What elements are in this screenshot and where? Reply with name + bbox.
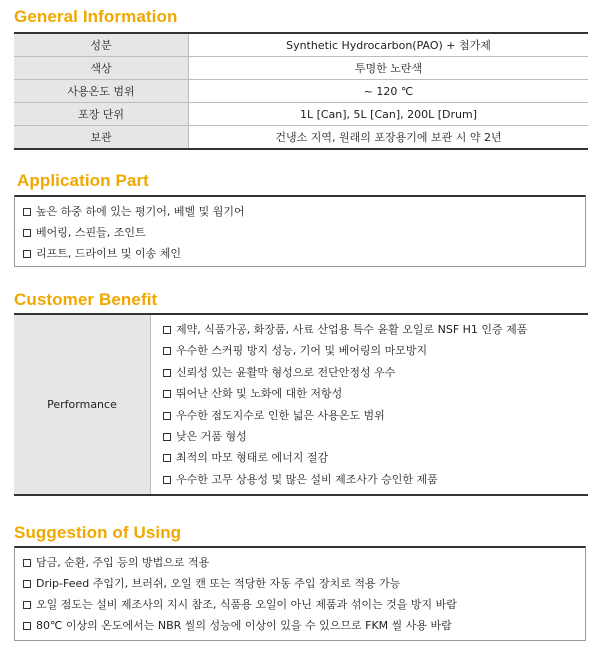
customer-benefit-table <box>14 313 588 496</box>
list-item-text: 담금, 순환, 주입 등의 방법으로 적용 <box>36 556 210 569</box>
checkbox-icon <box>163 390 171 398</box>
checkbox-icon <box>163 412 171 420</box>
checkbox-icon <box>163 347 171 355</box>
list-item-text: 제약, 식품가공, 화장품, 사료 산업용 특수 윤활 오일로 NSF H1 인증 제품 <box>176 323 528 336</box>
table-row <box>14 103 588 126</box>
list-item <box>163 362 588 383</box>
checkbox-icon <box>23 580 31 588</box>
list-item <box>15 243 585 264</box>
performance-label: Performance <box>14 314 151 495</box>
list-item <box>163 469 588 490</box>
table-row <box>14 80 588 103</box>
checkbox-icon <box>23 229 31 237</box>
checkbox-icon <box>23 250 31 258</box>
list-item <box>163 383 588 404</box>
checkbox-icon <box>163 476 171 484</box>
list-item-text: 높은 하중 하에 있는 평기어, 베벨 및 웜기어 <box>36 205 245 218</box>
spec-value-color: 투명한 노란색 <box>189 57 589 80</box>
checkbox-icon <box>163 433 171 441</box>
general-information-table <box>14 32 588 150</box>
list-item-text: 80℃ 이상의 온도에서는 NBR 씰의 성능에 이상이 있을 수 있으므로 FKM 씰 사용 바람 <box>36 619 452 632</box>
list-item-text: 우수한 고무 상용성 및 많은 설비 제조사가 승인한 제품 <box>176 472 438 486</box>
suggestion-of-using-title: Suggestion of Using <box>14 523 182 542</box>
spec-value-ingredient: Synthetic Hydrocarbon(PAO) + 첨가제 <box>189 33 589 57</box>
list-item <box>15 201 585 222</box>
checkbox-icon <box>23 622 31 630</box>
customer-benefit-title: Customer Benefit <box>14 290 158 309</box>
list-item-text: 리프트, 드라이브 및 이송 체인 <box>36 247 181 260</box>
spec-label-ingredient: 성분 <box>14 33 189 57</box>
checkbox-icon <box>23 559 31 567</box>
list-item <box>163 447 588 468</box>
application-part-title: Application Part <box>17 171 149 190</box>
general-information-title: General Information <box>14 7 178 26</box>
suggestion-of-using-list <box>14 546 586 641</box>
list-item <box>15 615 585 636</box>
spec-label-storage: 보관 <box>14 126 189 150</box>
spec-label-color: 색상 <box>14 57 189 80</box>
list-item-text: 신뢰성 있는 윤활막 형성으로 전단안정성 우수 <box>176 365 396 379</box>
list-item <box>15 594 585 615</box>
checkbox-icon <box>23 601 31 609</box>
checkbox-icon <box>163 369 171 377</box>
list-item-text: 최적의 마모 형태로 에너지 절감 <box>176 451 329 465</box>
table-row <box>14 126 588 150</box>
table-row <box>14 57 588 80</box>
spec-value-temperature: ~ 120 ℃ <box>189 80 589 103</box>
spec-label-packaging: 포장 단위 <box>14 103 189 126</box>
list-item <box>163 340 588 361</box>
spec-value-packaging: 1L [Can], 5L [Can], 200L [Drum] <box>189 103 589 126</box>
list-item-text: 베어링, 스핀들, 조인트 <box>36 226 146 239</box>
table-row <box>14 314 588 495</box>
list-item-text: 뛰어난 산화 및 노화에 대한 저항성 <box>176 387 343 401</box>
list-item <box>15 552 585 573</box>
list-item <box>163 405 588 426</box>
application-part-list <box>14 195 586 267</box>
performance-list <box>151 314 589 495</box>
list-item <box>15 573 585 594</box>
table-row <box>14 33 588 57</box>
checkbox-icon <box>163 326 171 334</box>
spec-label-temperature: 사용온도 범위 <box>14 80 189 103</box>
list-item <box>163 426 588 447</box>
list-item-text: Drip-Feed 주입기, 브러쉬, 오일 캔 또는 적당한 자동 주입 장치로 적용 가능 <box>36 577 401 590</box>
list-item-text: 오일 점도는 설비 제조사의 지시 참조, 식품용 오일이 아닌 제품과 섞이는 것을 방지 바람 <box>36 598 457 611</box>
checkbox-icon <box>23 208 31 216</box>
list-item-text: 우수한 스커핑 방지 성능, 기어 및 베어링의 마모방지 <box>176 344 428 358</box>
list-item-text: 우수한 점도지수로 인한 넓은 사용온도 범위 <box>176 408 385 422</box>
list-item <box>163 319 588 340</box>
list-item <box>15 222 585 243</box>
checkbox-icon <box>163 454 171 462</box>
list-item-text: 낮은 거품 형성 <box>176 429 247 443</box>
spec-value-storage: 건냉소 지역, 원래의 포장용기에 보관 시 약 2년 <box>275 131 502 144</box>
